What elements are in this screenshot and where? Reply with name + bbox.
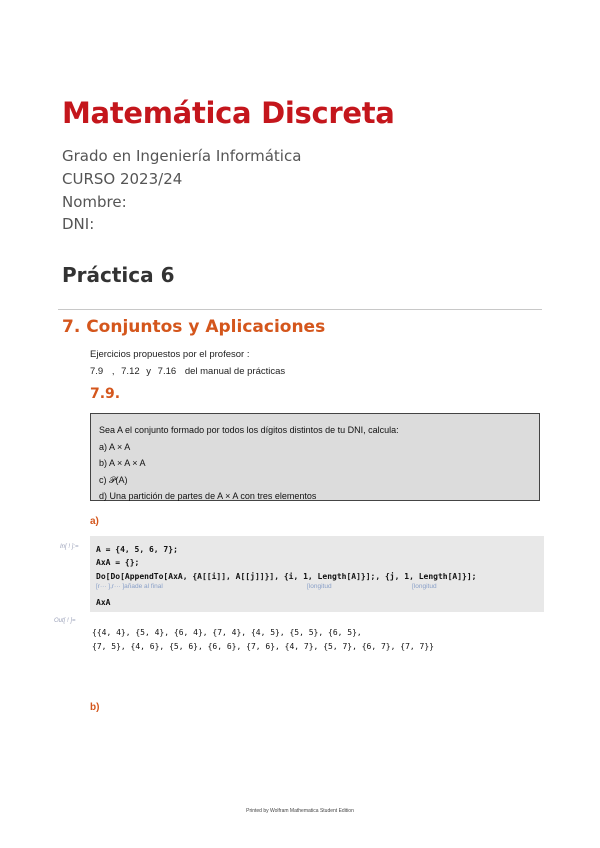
exercise-number: 7.9. — [90, 386, 121, 402]
output-cell-label: Out[ ! ]= — [54, 618, 76, 624]
print-footer: Printed by Wolfram Mathematica Student Edition — [246, 808, 354, 814]
dni-label: DNI: — [62, 215, 95, 233]
code-line-3[interactable]: Do[Do[AppendTo[AxA, {A[[i]], A[[j]]}], {i, 1, Length[A]}];, {j, 1, Length[A]}]; — [96, 572, 477, 581]
code-line-4[interactable]: AxA — [96, 598, 111, 607]
practice-title: Práctica 6 — [62, 263, 175, 287]
degree-line: Grado en Ingeniería Informática — [62, 147, 302, 165]
code-line-1[interactable]: A = {4, 5, 6, 7}; — [96, 545, 178, 554]
code-hint-length-1: [longitud — [307, 583, 332, 590]
course-line: CURSO 2023/24 — [62, 170, 183, 188]
name-label: Nombre: — [62, 193, 127, 211]
exercise-item-d: d) Una partición de partes de A × A con tres elementos — [99, 491, 317, 501]
divider — [58, 309, 542, 310]
exercise-item-c: c) 𝒫(A) — [99, 474, 128, 485]
section-title: 7. Conjuntos y Aplicaciones — [62, 317, 326, 337]
code-hint-length-2: [longitud — [412, 583, 437, 590]
exercise-ref-7-9[interactable]: 7.9 — [90, 366, 104, 377]
code-hint-append: [r··· ],r··· ]añade al final — [96, 583, 163, 590]
document-title: Matemática Discreta — [62, 96, 395, 130]
exercise-list — [90, 366, 285, 377]
code-line-2[interactable]: AxA = {}; — [96, 558, 140, 567]
exercise-statement: Sea A el conjunto formado por todos los dígitos distintos de tu DNI, calcula: — [99, 425, 399, 435]
exercise-ref-7-16[interactable]: 7.16 — [157, 366, 177, 377]
exercise-list-tail: del manual de prácticas — [184, 366, 286, 377]
exercise-item-b: b) A × A × A — [99, 458, 146, 468]
exercise-list-separator: , — [111, 366, 115, 377]
exercise-statement-box — [90, 413, 540, 501]
output-line-2: {7, 5}, {4, 6}, {5, 6}, {6, 6}, {7, 6}, {4, 7}, {5, 7}, {6, 7}, {7, 7}} — [92, 642, 434, 651]
output-line-1: {{4, 4}, {5, 4}, {6, 4}, {7, 4}, {4, 5}, {5, 5}, {6, 5}, — [92, 628, 362, 637]
input-cell-label: In[ ! ]:= — [60, 544, 79, 550]
intro-text: Ejercicios propuestos por el profesor : — [90, 349, 250, 360]
exercise-ref-7-12[interactable]: 7.12 — [121, 366, 140, 377]
part-b-label: b) — [90, 702, 100, 713]
exercise-list-and: y — [146, 366, 152, 377]
exercise-item-a: a) A × A — [99, 441, 131, 452]
part-a-label: a) — [90, 516, 99, 527]
